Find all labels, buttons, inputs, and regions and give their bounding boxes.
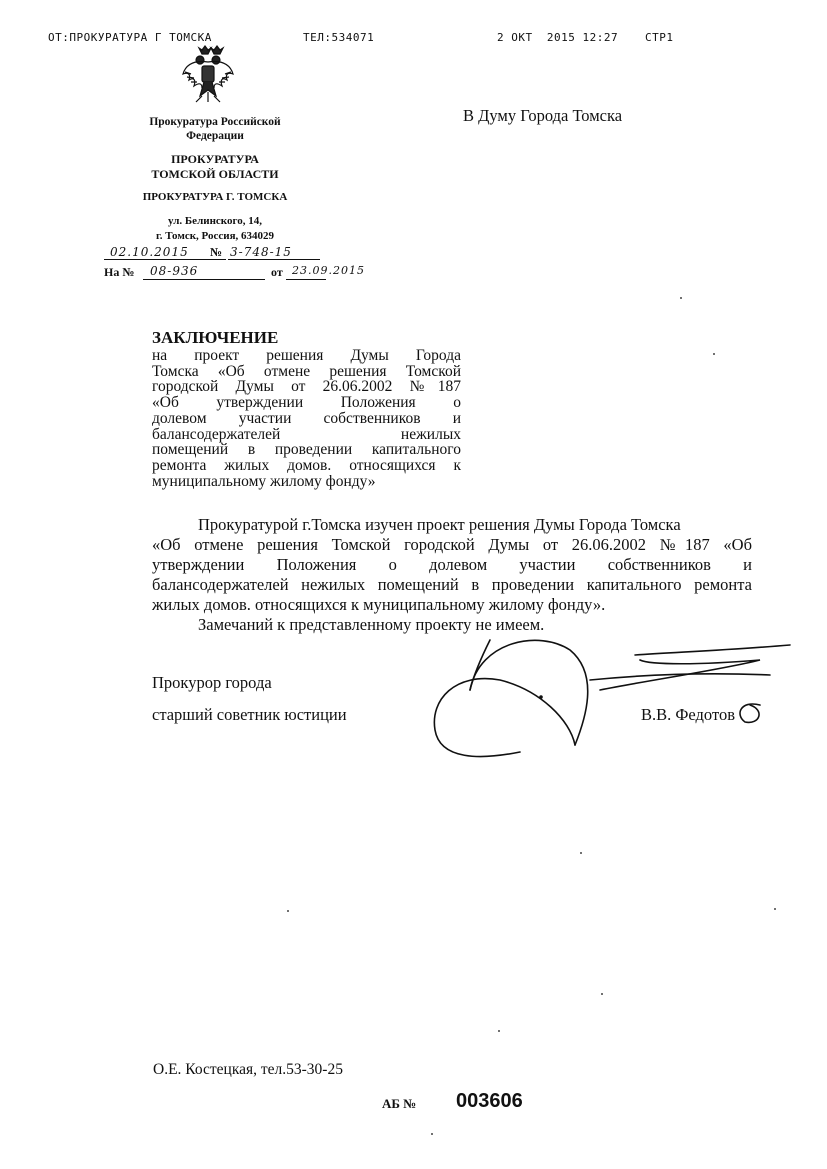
sender-line2: Федерации bbox=[186, 130, 244, 142]
ref-label: На № bbox=[104, 265, 135, 279]
ref-date-label: от bbox=[271, 265, 283, 279]
sender-line4: ТОМСКОЙ ОБЛАСТИ bbox=[151, 167, 279, 181]
subject-line: на проект решения Думы Города bbox=[152, 347, 461, 364]
subject-line: Томска «Об отмене решения Томской bbox=[152, 362, 461, 380]
fax-phone: ТЕЛ:534071 bbox=[303, 31, 375, 44]
number-label: № bbox=[210, 245, 223, 259]
body-line: жилых домов. относящихся к муниципальному жилому фонду». bbox=[152, 595, 606, 614]
sender-address1: ул. Белинского, 14, bbox=[168, 215, 262, 227]
sender-address2: г. Томск, Россия, 634029 bbox=[155, 230, 275, 242]
body-line: «Об отмене решения Томской городской Думы от 26.06.2002 №187 «Об bbox=[152, 535, 752, 554]
recipient: В Думу Города Томска bbox=[463, 106, 623, 125]
sender-line1: Прокуратура Российской bbox=[149, 116, 281, 128]
subject-line: муниципальному жилому фонду» bbox=[152, 472, 376, 490]
signatory-position1: Прокурор города bbox=[152, 673, 272, 692]
subject-line: балансодержателей нежилых bbox=[152, 425, 461, 443]
outgoing-date: 02.10.2015 bbox=[110, 245, 189, 259]
fax-sender: ОТ:ПРОКУРАТУРА Г ТОМСКА bbox=[48, 31, 212, 44]
body-line: балансодержателей нежилых помещений в проведении капитального ремонта bbox=[152, 575, 752, 594]
ref-date: 23.09.2015 bbox=[292, 264, 365, 277]
form-label: АБ № bbox=[382, 1096, 417, 1111]
sender-line3: ПРОКУРАТУРА bbox=[171, 152, 259, 166]
fax-page: СТР1 bbox=[645, 31, 674, 44]
subject-line: помещений в проведении капитального bbox=[152, 441, 461, 459]
form-number: 003606 bbox=[456, 1090, 523, 1112]
body-line: Прокуратурой г.Томска изучен проект решения Думы Города Томска bbox=[198, 515, 681, 534]
subject-line: городской Думы от 26.06.2002 №187 bbox=[152, 378, 461, 396]
sender-line5: ПРОКУРАТУРА Г. ТОМСКА bbox=[142, 191, 288, 203]
outgoing-number: 3-748-15 bbox=[230, 245, 292, 259]
signatory-name: В.В. Федотов bbox=[641, 705, 735, 724]
executor: О.Е. Костецкая, тел.53-30-25 bbox=[153, 1061, 343, 1078]
subject-line: долевом участии собственников и bbox=[152, 409, 461, 427]
fax-datetime: 2 ОКТ 2015 12:27 bbox=[497, 31, 619, 44]
subject-line: «Об утверждении Положения о bbox=[152, 394, 461, 412]
subject-line: ремонта жилых домов. относящихся к bbox=[152, 456, 461, 474]
remark: Замечаний к представленному проекту не имеем. bbox=[198, 615, 545, 634]
ref-number: 08-936 bbox=[150, 264, 199, 278]
document-title: ЗАКЛЮЧЕНИЕ bbox=[152, 328, 279, 347]
body-line: утверждении Положения о долевом участии собственников и bbox=[152, 555, 752, 574]
signatory-position2: старший советник юстиции bbox=[152, 705, 347, 724]
